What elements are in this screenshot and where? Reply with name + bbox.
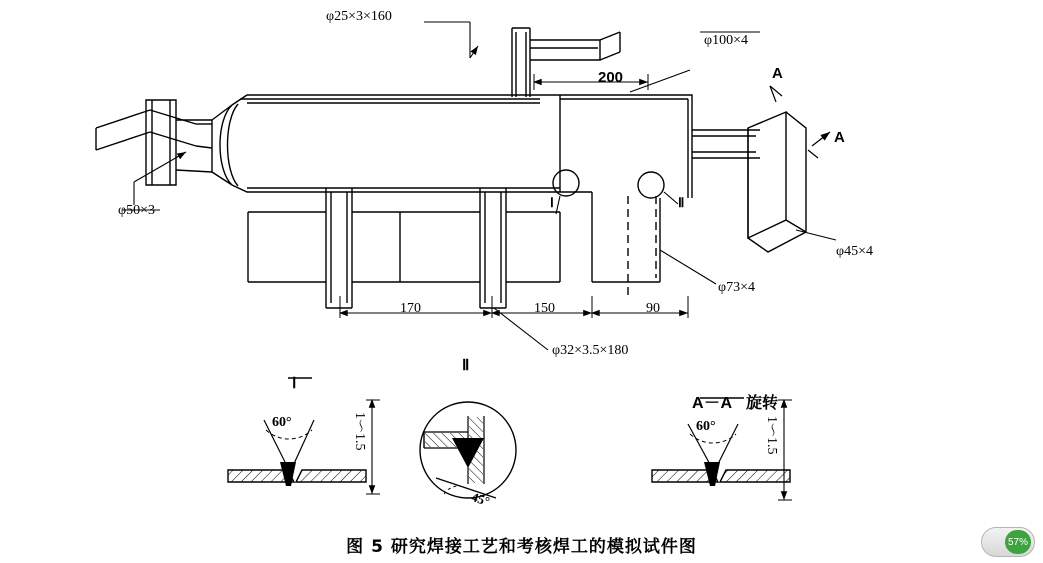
callout-pipe-100: φ100×4 bbox=[704, 33, 748, 48]
detail-aa-angle: 60° bbox=[696, 419, 716, 434]
callout-pipe-32: φ32×3.5×180 bbox=[552, 343, 629, 358]
dimension-200: 200 bbox=[598, 69, 624, 86]
dimension-150: 150 bbox=[534, 301, 555, 316]
detail-aa-title: A－A bbox=[692, 395, 733, 412]
callout-pipe-25: φ25×3×160 bbox=[326, 9, 392, 24]
detail-aa-note: 旋转 bbox=[746, 395, 779, 412]
zoom-control[interactable] bbox=[981, 527, 1035, 557]
section-mark-top-a: A bbox=[772, 65, 783, 82]
callout-pipe-73: φ73×4 bbox=[718, 280, 755, 295]
detail-aa-gap: 1～1.5 bbox=[764, 416, 779, 455]
detail-ii-title: Ⅱ bbox=[462, 357, 470, 374]
detail-i-gap: 1～1.5 bbox=[352, 412, 367, 451]
figure-caption: 图 5 研究焊接工艺和考核焊工的模拟试件图 bbox=[346, 537, 697, 557]
callout-pipe-50: φ50×3 bbox=[118, 203, 155, 218]
dimension-90: 90 bbox=[646, 301, 660, 316]
detail-i-angle: 60° bbox=[272, 415, 292, 430]
dimension-170: 170 bbox=[400, 301, 421, 316]
detail-mark-ii: Ⅱ bbox=[678, 195, 685, 210]
zoom-level-label: 57% bbox=[1005, 530, 1031, 554]
callout-pipe-45: φ45×4 bbox=[836, 244, 873, 259]
detail-i-title: Ⅰ bbox=[292, 375, 297, 392]
detail-mark-i: Ⅰ bbox=[550, 195, 554, 210]
detail-ii-angle: 45° bbox=[469, 489, 492, 509]
section-mark-right-a: A bbox=[834, 129, 845, 146]
